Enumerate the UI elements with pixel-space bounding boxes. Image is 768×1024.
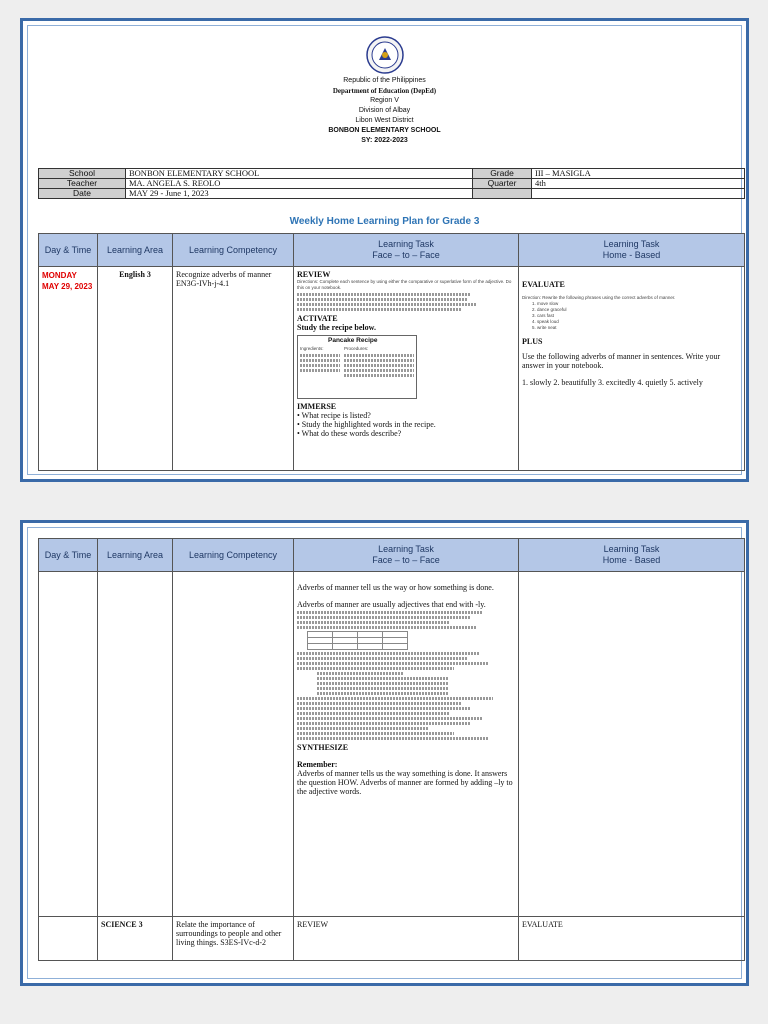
deped-seal-icon: [366, 36, 404, 74]
competency-cell: Relate the importance of surroundings to people and other living things. S3ES-IVc-d-2: [173, 917, 294, 961]
col-home-title: Learning Task: [603, 544, 660, 554]
plus-list: 1. slowly 2. beautifully 3. excitedly 4. quietly 5. actively: [522, 378, 703, 387]
recipe-procedures: [344, 346, 414, 379]
document-page-2: [20, 520, 749, 986]
procedures-label: Procedures:: [344, 346, 369, 351]
recipe-title: Pancake Recipe: [328, 337, 378, 344]
col-home-sub: Home - Based: [602, 250, 661, 260]
letterhead-line: Libon West District: [355, 117, 414, 124]
adverb-definition: Adverbs of manner are usually adjectives that end with -ly.: [297, 600, 486, 609]
letterhead-line: Region V: [370, 97, 399, 104]
document-page-1: [20, 18, 749, 482]
page-1-border: [27, 25, 742, 475]
page-2-border: [27, 527, 742, 979]
col-home: [519, 539, 745, 572]
remember-label: Remember:: [297, 760, 338, 769]
date-value: MAY 29 - June 1, 2023: [126, 189, 473, 199]
col-f2f: [294, 539, 519, 572]
grade-value: III – MASIGLA: [532, 169, 745, 179]
evaluate-item: 4. speak loud: [532, 319, 559, 324]
quarter-value: 4th: [532, 179, 745, 189]
evaluate-heading: EVALUATE: [522, 280, 565, 289]
evaluate-directions: Direction: Rewrite the following phrases using the correct adverbs of manner.: [522, 295, 676, 300]
col-home: [519, 234, 745, 267]
info-table: [38, 168, 745, 199]
col-area: Learning Area: [98, 539, 173, 572]
school-value: BONBON ELEMENTARY SCHOOL: [126, 169, 473, 179]
teacher-label: Teacher: [39, 179, 126, 189]
letterhead-line: Republic of the Philippines: [343, 77, 426, 84]
activate-heading: ACTIVATE: [297, 314, 338, 323]
evaluate-item: 1. move slow: [532, 301, 559, 306]
review-heading: REVIEW: [294, 917, 519, 961]
col-competency: Learning Competency: [173, 539, 294, 572]
col-f2f-sub: Face – to – Face: [372, 250, 440, 260]
f2f-cell: [294, 267, 519, 471]
col-home-sub: Home - Based: [602, 555, 661, 565]
col-competency: Learning Competency: [173, 234, 294, 267]
col-f2f-sub: Face – to – Face: [372, 555, 440, 565]
col-f2f: [294, 234, 519, 267]
home-cell: [519, 267, 745, 471]
table-row: [39, 917, 745, 961]
plus-heading: PLUS: [522, 337, 543, 346]
remember-text: Adverbs of manner tells us the way something is done. It answers the question HOW. Adverbs of manner are formed by adding –ly to the adjective words.: [297, 769, 513, 796]
date-label: Date: [39, 189, 126, 199]
letterhead-line: Division of Albay: [358, 107, 411, 114]
school-label: School: [39, 169, 126, 179]
plan-table: [38, 233, 745, 471]
col-day: Day & Time: [39, 234, 98, 267]
activate-text: Study the recipe below.: [297, 323, 376, 332]
ingredients-label: Ingredients:: [300, 346, 324, 351]
recipe-box: [297, 335, 417, 399]
grade-label: Grade: [473, 169, 532, 179]
immerse-question: • Study the highlighted words in the recipe.: [297, 420, 436, 429]
day-text: MONDAY MAY 29, 2023: [42, 271, 93, 291]
col-area: Learning Area: [98, 234, 173, 267]
evaluate-item: 2. dance graceful: [532, 307, 567, 312]
letterhead-line: BONBON ELEMENTARY SCHOOL: [328, 127, 441, 134]
evaluate-item: 3. cars fast: [532, 313, 555, 318]
table-row: [39, 572, 745, 917]
immerse-question: • What do these words describe?: [297, 429, 402, 438]
synthesize-heading: SYNTHESIZE: [297, 743, 349, 752]
example-table: [307, 631, 408, 650]
evaluate-item: 5. write neat: [532, 325, 557, 330]
table-row: [39, 267, 745, 471]
col-f2f-title: Learning Task: [378, 239, 434, 249]
plan-table-continued: [38, 538, 745, 961]
recipe-ingredients: [300, 346, 340, 374]
plan-table-header: [39, 539, 745, 572]
day-cell: [39, 267, 98, 471]
letterhead-line: Department of Education (DepEd): [332, 87, 437, 95]
col-f2f-title: Learning Task: [378, 544, 434, 554]
adverb-definition: Adverbs of manner tell us the way or how something is done.: [297, 583, 494, 592]
plus-text: Use the following adverbs of manner in sentences. Write your answer in your notebook.: [522, 352, 721, 370]
col-home-title: Learning Task: [603, 239, 660, 249]
review-directions: Directions: Complete each sentence by using either the comparative or superlative form of the adjective. Do this on your notebook.: [297, 279, 512, 290]
area-cell: SCIENCE 3: [98, 917, 173, 961]
plan-title: Weekly Home Learning Plan for Grade 3: [289, 216, 480, 227]
evaluate-heading: EVALUATE: [519, 917, 745, 961]
letterhead-line: SY: 2022-2023: [361, 137, 408, 144]
immerse-question: • What recipe is listed?: [297, 411, 371, 420]
competency-cell: Recognize adverbs of manner EN3G-IVh-j-4.1: [173, 267, 294, 471]
evaluate-items: [532, 301, 741, 331]
review-heading: REVIEW: [297, 270, 331, 279]
f2f-cell: [294, 572, 519, 917]
plan-table-header: [39, 234, 745, 267]
immerse-heading: IMMERSE: [297, 402, 337, 411]
col-day: Day & Time: [39, 539, 98, 572]
quarter-label: Quarter: [473, 179, 532, 189]
letterhead: [28, 76, 741, 146]
area-cell: English 3: [98, 267, 173, 471]
teacher-value: MA. ANGELA S. REOLO: [126, 179, 473, 189]
